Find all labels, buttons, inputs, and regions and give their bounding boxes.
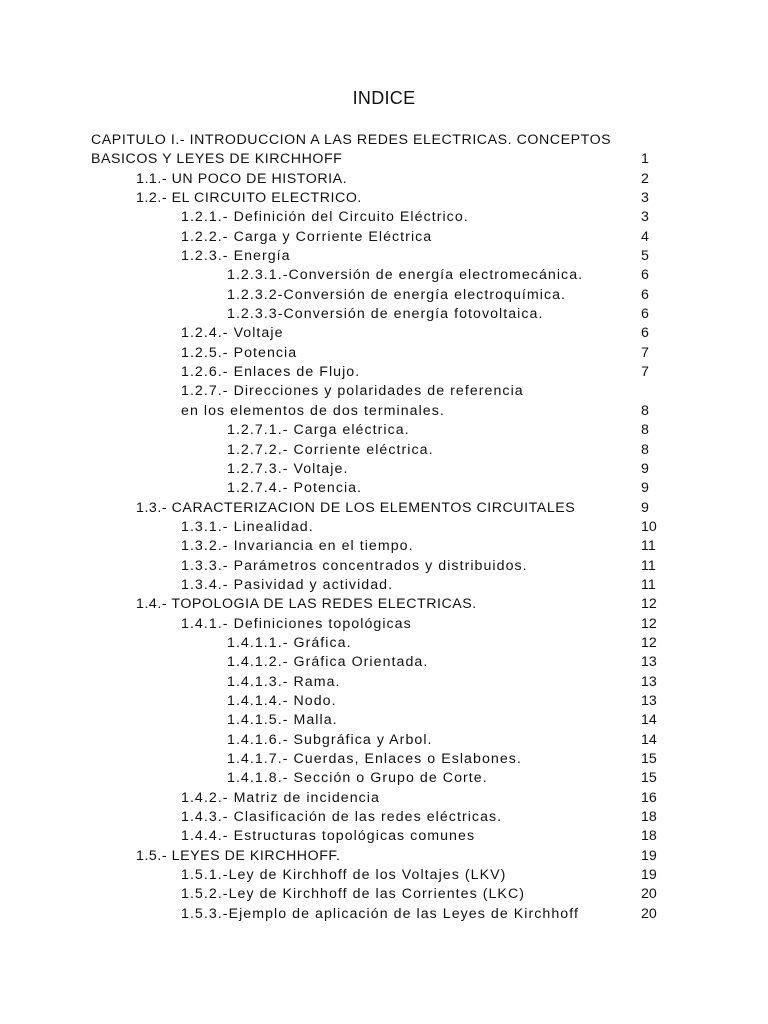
toc-entry-title: 1.4.1.1.- Gráfica. — [227, 634, 352, 651]
toc-entry-title: 1.5.1.-Ley de Kirchhoff de los Voltajes (LKV) — [181, 867, 507, 884]
toc-entry-page: 8 — [641, 422, 649, 439]
toc-entry — [0, 363, 768, 382]
toc-entry-title: 1.4.1.2.- Gráfica Orientada. — [227, 654, 429, 671]
toc-entry-page: 6 — [641, 286, 649, 303]
toc-entry-title: BASICOS Y LEYES DE KIRCHHOFF — [91, 151, 343, 168]
toc-entry — [0, 150, 768, 169]
toc-entry-title: 1.4.3.- Clasificación de las redes eléctricas. — [181, 809, 503, 826]
toc-entry-title: 1.2.3.3-Conversión de energía fotovoltaica. — [227, 306, 544, 323]
toc-entry — [0, 441, 768, 460]
toc-entry-page: 12 — [641, 634, 657, 651]
toc-entry-page: 11 — [641, 557, 656, 574]
toc-entry-title: 1.3.- CARACTERIZACION DE LOS ELEMENTOS CIRCUITALES — [136, 499, 576, 516]
toc-entry-title: 1.2.7.2.- Corriente eléctrica. — [227, 441, 434, 458]
toc-entry — [0, 711, 768, 730]
toc-entry — [0, 827, 768, 846]
toc-entry-page: 19 — [641, 867, 657, 884]
toc-entry-title: 1.4.1.4.- Nodo. — [227, 692, 337, 709]
toc-entry — [0, 247, 768, 266]
toc-entry-title: 1.2.7.4.- Potencia. — [227, 480, 363, 497]
toc-entry-page: 15 — [641, 770, 657, 787]
toc-entry-title: 1.5.2.-Ley de Kirchhoff de las Corrientes (LKC) — [181, 886, 526, 903]
toc-entry-page: 18 — [641, 809, 657, 826]
toc-entry-page: 12 — [641, 596, 657, 613]
toc-entry-title: 1.4.1.8.- Sección o Grupo de Corte. — [227, 770, 488, 787]
toc-entry-page: 1 — [641, 151, 649, 168]
toc-entry — [0, 266, 768, 285]
toc-entry-title: 1.5.3.-Ejemplo de aplicación de las Leyes de Kirchhoff — [181, 905, 579, 922]
toc-entry — [0, 189, 768, 208]
toc-entry-title: 1.2.- EL CIRCUITO ELECTRICO. — [136, 190, 362, 207]
toc-entry — [0, 595, 768, 614]
toc-entry — [0, 382, 768, 401]
toc-entry — [0, 324, 768, 343]
toc-entry-page: 7 — [641, 364, 649, 381]
toc-entry-title: 1.4.4.- Estructuras topológicas comunes — [181, 828, 476, 845]
toc-entry-title: 1.2.3.2-Conversión de energía electroquímica. — [227, 286, 567, 303]
toc-entry-title: 1.4.1.3.- Rama. — [227, 673, 341, 690]
toc-entry-page: 5 — [641, 248, 649, 265]
toc-entry-title: 1.3.3.- Parámetros concentrados y distribuidos. — [181, 557, 528, 574]
toc-entry-page: 14 — [641, 731, 657, 748]
toc-entry-page: 20 — [641, 905, 657, 922]
toc-entry — [0, 228, 768, 247]
toc-entry — [0, 789, 768, 808]
toc-entry-page: 6 — [641, 306, 649, 323]
table-of-contents — [0, 131, 768, 924]
toc-entry-title: 1.4.- TOPOLOGIA DE LAS REDES ELECTRICAS. — [136, 596, 477, 613]
toc-entry-page: 13 — [641, 692, 657, 709]
toc-entry — [0, 518, 768, 537]
toc-entry-page: 19 — [641, 847, 657, 864]
toc-entry — [0, 131, 768, 150]
toc-entry — [0, 286, 768, 305]
toc-entry — [0, 866, 768, 885]
toc-entry — [0, 673, 768, 692]
toc-entry-title: 1.4.2.- Matriz de incidencia — [181, 789, 380, 806]
toc-entry — [0, 479, 768, 498]
toc-entry-title: 1.1.- UN POCO DE HISTORIA. — [136, 170, 348, 187]
toc-entry-title: 1.2.6.- Enlaces de Flujo. — [181, 364, 361, 381]
toc-entry — [0, 421, 768, 440]
toc-entry-page: 7 — [641, 344, 649, 361]
toc-entry-page: 9 — [641, 499, 649, 516]
toc-entry-page: 13 — [641, 673, 657, 690]
toc-entry-title: 1.4.1.6.- Subgráfica y Arbol. — [227, 731, 433, 748]
toc-entry — [0, 305, 768, 324]
toc-entry-title: 1.4.1.5.- Malla. — [227, 712, 338, 729]
toc-entry-title: 1.2.7.1.- Carga eléctrica. — [227, 422, 410, 439]
toc-entry-title: 1.2.2.- Carga y Corriente Eléctrica — [181, 228, 433, 245]
toc-entry-page: 10 — [641, 518, 657, 535]
toc-entry-page: 9 — [641, 480, 649, 497]
toc-entry-page: 6 — [641, 325, 649, 342]
toc-entry-title: 1.2.5.- Potencia — [181, 344, 298, 361]
toc-entry — [0, 499, 768, 518]
toc-entry-title: 1.2.3.- Energía — [181, 248, 291, 265]
toc-entry-page: 14 — [641, 712, 657, 729]
toc-entry-title: 1.2.7.3.- Voltaje. — [227, 460, 349, 477]
toc-entry — [0, 885, 768, 904]
toc-entry — [0, 402, 768, 421]
toc-entry-title: 1.3.2.- Invariancia en el tiempo. — [181, 538, 414, 555]
toc-entry — [0, 692, 768, 711]
toc-entry-title: 1.2.4.- Voltaje — [181, 325, 284, 342]
toc-entry-title: 1.2.1.- Definición del Circuito Eléctrico. — [181, 209, 469, 226]
toc-entry-page: 8 — [641, 441, 649, 458]
toc-entry-page: 11 — [641, 538, 656, 555]
toc-entry-page: 6 — [641, 267, 649, 284]
toc-entry-page: 15 — [641, 751, 657, 767]
toc-entry-title: 1.4.1.7.- Cuerdas, Enlaces o Eslabones. — [227, 751, 522, 767]
page-title: INDICE — [352, 88, 416, 108]
toc-entry — [0, 847, 768, 866]
toc-entry — [0, 615, 768, 634]
toc-entry-title: CAPITULO I.- INTRODUCCION A LAS REDES ELECTRICAS. CONCEPTOS — [91, 132, 612, 148]
toc-entry — [0, 634, 768, 653]
toc-entry-title: 1.3.4.- Pasividad y actividad. — [181, 576, 394, 593]
toc-entry-page: 18 — [641, 828, 657, 845]
toc-entry — [0, 170, 768, 189]
toc-entry-page: 11 — [641, 576, 656, 593]
toc-entry — [0, 905, 768, 924]
toc-entry-title: 1.5.- LEYES DE KIRCHHOFF. — [136, 847, 341, 864]
toc-entry — [0, 750, 768, 769]
toc-entry-page: 9 — [641, 460, 649, 477]
toc-entry — [0, 557, 768, 576]
toc-entry-page: 2 — [641, 170, 649, 187]
toc-entry — [0, 208, 768, 227]
toc-entry — [0, 731, 768, 750]
toc-entry-title: 1.4.1.- Definiciones topológicas — [181, 615, 412, 632]
toc-entry — [0, 344, 768, 363]
toc-entry — [0, 537, 768, 556]
toc-entry-page: 12 — [641, 615, 657, 632]
toc-entry-page: 3 — [641, 209, 649, 226]
toc-entry — [0, 769, 768, 788]
toc-entry-title: 1.2.7.- Direcciones y polaridades de referencia — [181, 383, 524, 400]
toc-entry — [0, 808, 768, 827]
toc-entry-title: 1.3.1.- Linealidad. — [181, 518, 314, 535]
toc-entry-page: 4 — [641, 228, 649, 245]
toc-entry-page: 3 — [641, 190, 649, 207]
toc-entry-page: 16 — [641, 789, 657, 806]
toc-entry-page: 13 — [641, 654, 657, 671]
toc-entry — [0, 576, 768, 595]
toc-entry-title: 1.2.3.1.-Conversión de energía electromecánica. — [227, 267, 584, 284]
toc-entry-page: 20 — [641, 886, 657, 903]
toc-entry-page: 8 — [641, 402, 649, 419]
toc-entry — [0, 460, 768, 479]
toc-entry-title: en los elementos de dos terminales. — [181, 402, 445, 419]
toc-entry — [0, 653, 768, 672]
